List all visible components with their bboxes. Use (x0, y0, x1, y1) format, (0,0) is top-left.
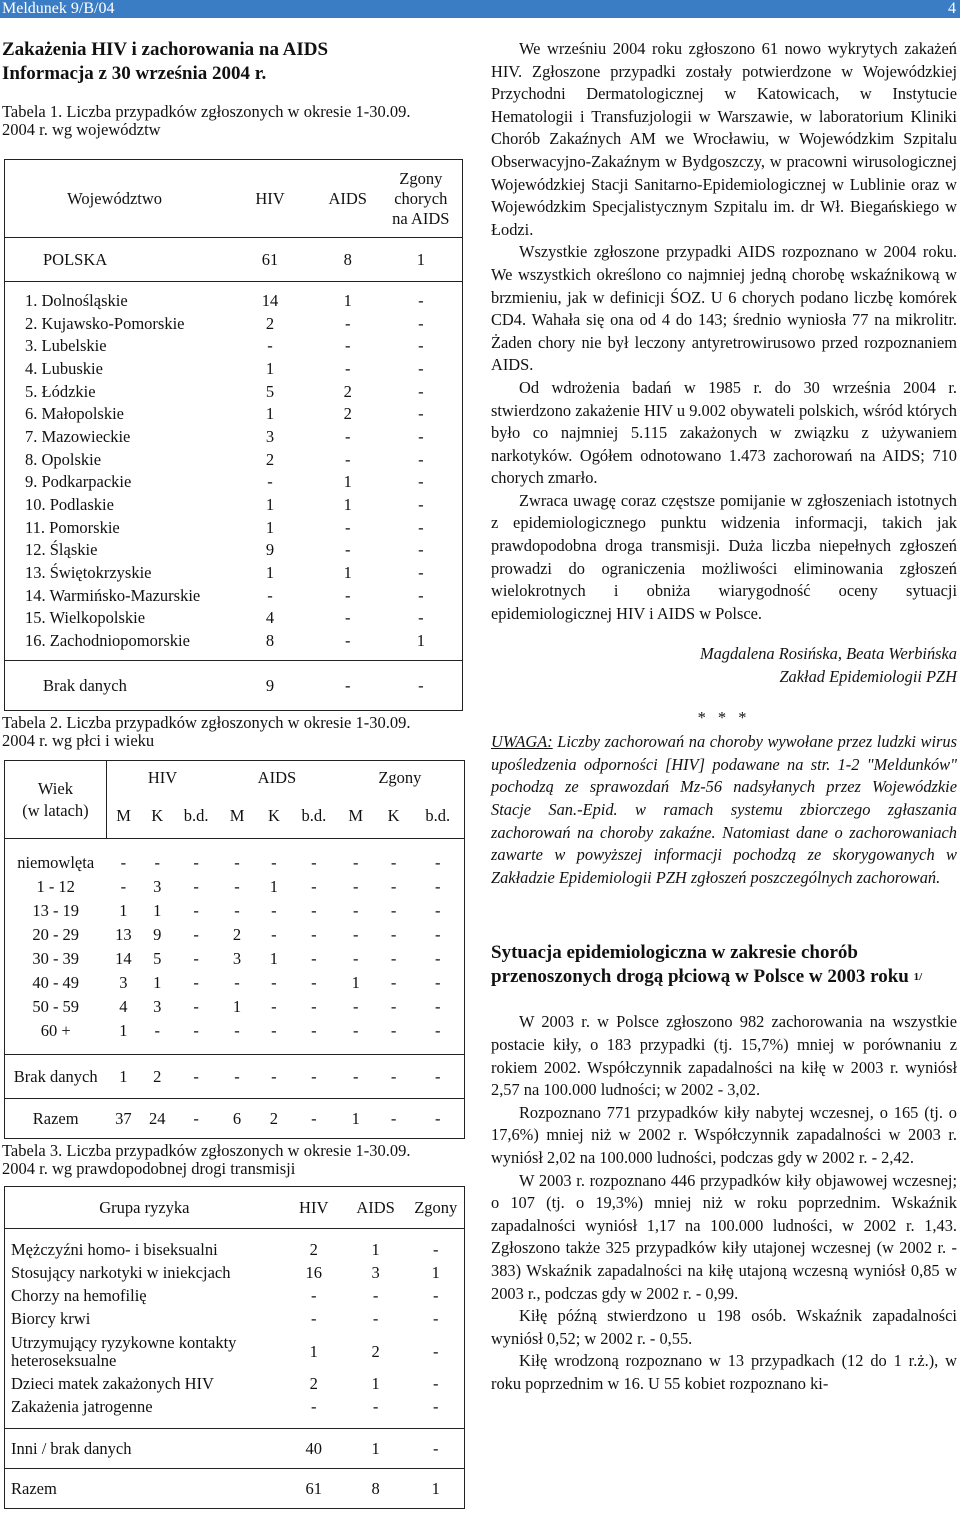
table2-group-row (5, 761, 465, 795)
table-row: 20 - 29 13 9 - 2 - - - - - (32, 924, 441, 944)
paragraph: Kiłę wrodzoną rozpoznano w 13 przypadkach (12 do 1 r.ż.), w roku poprzednim w 16. U 55 kobiet rozpoznano ki- (491, 1351, 957, 1393)
table2-nodata-row: Brak danych 1 2 - - - - - - - (5, 1055, 465, 1099)
authors: Magdalena Rosińska, Beata Werbińska (699, 644, 957, 664)
table-row: Stosujący narkotyki w iniekcjach 16 3 1 (11, 1263, 440, 1282)
table-row: 8. Opolskie 2 - - (25, 449, 424, 469)
table2-sub-row: M K b.d. M K b.d. M K b.d. (5, 795, 465, 839)
col-header-deaths: Zgony chorych na AIDS (392, 168, 450, 228)
col-header-hiv: HIV (255, 188, 285, 208)
table-row: 16. Zachodniopomorskie 8 - 1 (25, 631, 425, 651)
table3-body (5, 1229, 465, 1429)
table-row: 2. Kujawsko-Pomorskie 2 - - (25, 313, 424, 333)
table1-caption: Tabela 1. Liczba przypadków zgłoszonych w okresie 1-30.09. 2004 r. wg województw (2, 102, 411, 139)
table3-other-row: Inni / brak danych 40 1 - (5, 1429, 465, 1469)
table-row: 9. Podkarpackie - 1 - (25, 472, 424, 492)
table2-total-row: Razem 37 24 - 6 2 - 1 - - (5, 1099, 465, 1139)
table1-header-row (5, 160, 463, 238)
paragraph: Rozpoznano 771 przypadków kiły nabytej wczesnej, o 165 (tj. o 17,6%) mniej niż w 2002 r. Współczynnik zapadalności w 2003 r. wyniósł 2,02 na 100.000 ludności, podczas gdy w 2002 r. - 2,42. (491, 1102, 957, 1167)
paragraph: Wszystkie zgłoszone przypadki AIDS rozpoznano w 2004 roku. We wszystkich określono co najmniej jedną chorobę wskaźnikową w brzmieniu, jak w definicji ŚOZ. U 6 chorych podano liczbę komórek CD4. Wahała się ona od 4 do 143; średnio wyniosła 77 na mikrolitr. Żaden chory nie był leczony antyretrowirusowo przed rozpoznaniem AIDS. (491, 242, 957, 375)
table-row: 14. Warmińsko-Mazurskie - - - (25, 585, 424, 605)
col-header-voivodeship: Województwo (67, 188, 163, 208)
right-column (491, 38, 957, 1395)
table2 (4, 760, 465, 1139)
table-row: 5. Łódzkie 5 2 - (25, 381, 424, 401)
bulletin-title: Meldunek 9/B/04 (2, 0, 115, 17)
group-aids: AIDS (257, 767, 297, 787)
table-row: Mężczyźni homo- i biseksualni 2 1 - (11, 1240, 439, 1259)
table-row: 13 - 19 1 1 - - - - - - - (32, 900, 441, 920)
footnote-marker: 1/ (913, 971, 923, 984)
table-row: 6. Małopolskie 1 2 - (25, 404, 424, 424)
section-heading: Sytuacja epidemiologiczna w zakresie chorób przenoszonych drogą płciową w Polsce w 2003 roku $^{1/}$ (491, 942, 923, 988)
table-row: Zakażenia jatrogenne - - - (11, 1397, 439, 1416)
table3-total-row: Razem 61 8 1 (5, 1469, 465, 1509)
table-row: 12. Śląskie 9 - - (25, 540, 424, 560)
table1-body (5, 282, 463, 661)
table-row: Chorzy na hemofilię - - - (11, 1286, 439, 1305)
table-row: 60 + 1 - - - - - - - - (40, 1020, 441, 1040)
table-row: Dzieci matek zakażonych HIV 2 1 - (11, 1374, 439, 1393)
table-row: 15. Wielkopolskie 4 - - (25, 608, 424, 628)
table-row: 11. Pomorskie 1 - - (25, 517, 424, 537)
page-header (0, 0, 960, 18)
paragraph: W 2003 r. rozpoznano 446 przypadków kiły objawowej wczesnej; o 107 (tj. o 19,3%) mniej niż w roku poprzednim. Wskaźnik zapadalności wyniósł 1,17 na 100.000 ludności, w 2002 r. 1,43. Zgłoszono także 325 przypadków kiły utajonej wczesnej (w 2002 r. - 383) Wskaźnik zapadalności na kiłę utajoną wczesną wyniósł 0,85 w 2003 r., podczas gdy w 2002 r. - 0,99. (491, 1170, 957, 1303)
separator-stars: * * * (697, 707, 751, 727)
article-date: Informacja z 30 września 2004 r. (2, 63, 267, 84)
department: Zakład Epidemiologii PZH (779, 667, 957, 687)
paragraph: We wrześniu 2004 roku zgłoszono 61 nowo wykrytych zakażeń HIV. Zgłoszone przypadki zostały potwierdzone w Wojewódzkiej Przychodni Dermatologicznej w Katowicach, w Instytucie Hematologii i Transfuzjologii w Warszawie, w laboratorium Kliniki Chorób Zakaźnych AM we Wrocławiu, w Wojewódzkim Szpitalu Obserwacyjno-Zakaźnym w Bydgoszczy, w pracowni wirusologicznej Wojewódzkiej Stacji Sanitarno-Epidemiologicznej w Lublinie oraz w Wojewódzkim Specjalistycznym Szpitalu im. dr Wł. Biegańskiego w Łodzi. (491, 39, 957, 239)
group-hiv: HIV (147, 767, 178, 787)
table-row: 3. Lubelskie - - - (25, 336, 424, 356)
age-header: Wiek (w latach) (5, 761, 107, 839)
table-row: 30 - 39 14 5 - 3 1 - - - - (32, 948, 441, 968)
table-row: Biorcy krwi - - - (11, 1309, 439, 1328)
paragraph: Od wdrożenia badań w 1985 r. do 30 września 2004 r. stwierdzono zakażenie HIV u 9.002 obywateli polskich, wśród których było co najmniej 5.115 zakażonych w związku z używaniem narkotyków. Ogółem odnotowano 1.473 zachorowań na AIDS; 710 chorych zmarło. (491, 377, 957, 488)
table-row: 40 - 49 3 1 - - - - 1 - - (32, 972, 441, 992)
left-column (0, 38, 470, 1498)
table-row: 10. Podlaskie 1 1 - (25, 495, 424, 515)
table1-nodata-row: Brak danych 9 - - (5, 661, 463, 711)
group-deaths: Zgony (378, 767, 422, 787)
table-row: 4. Lubuskie 1 - - (25, 358, 424, 378)
paragraph: Zwraca uwagę coraz częstsze pomijanie w zgłoszeniach istotnych z epidemiologicznego punktu widzenia informacji, takich jak prawdopodobna droga transmisji. Duża liczba niepełnych zgłoszeń prowadzi do ograniczenia możliwości eliminowania zgłoszeń wielokrotnych i obniża wiarygodność oceny sytuacji epidemiologicznej HIV i AIDS w Polsce. (491, 490, 957, 623)
table-row: 50 - 59 4 3 - 1 - - - - - (32, 996, 441, 1016)
table3-header-row: Grupa ryzyka HIV AIDS Zgony (5, 1187, 465, 1229)
note-label: UWAGA: (491, 732, 553, 752)
paragraph: Kiłę późną stwierdzono u 198 osób. Wskaźnik zapadalności wyniósł 0,52; w 2002 r. - 0,55. (491, 1306, 957, 1348)
table-row: Utrzymujący ryzykowne kontakty heteroseksualne 1 2 - (11, 1332, 439, 1370)
note-text: Liczby zachorowań na choroby wywołane przez ludzki wirus upośledzenia odporności [HIV] podawane na str. 1-2 "Meldunków" pochodzą ze sprawozdań Mz-56 nadsyłanych przez Wojewódzkie Stacje San.-Epid. w ramach systemu zbiorczego zgłaszania zachorowań na choroby zakaźne. Natomiast dane o zachorowaniach zawarte w powyższej informacji pochodzą ze skorygowanych w Zakładzie Epidemiologii PZH zgłoszeń poszczególnych zachorowań. (491, 732, 957, 887)
note (491, 731, 957, 889)
table-row: 7. Mazowieckie 3 - - (25, 426, 424, 446)
table-row: 1. Dolnośląskie 14 1 - (25, 290, 424, 310)
table2-body (5, 839, 465, 1055)
paragraph: W 2003 r. w Polsce zgłoszono 982 zachorowania na wszystkie postacie kiły, o 183 przypadki (tj. 15,7%) mniej w porównaniu z rokiem 2002. Współczynnik zapadalności na kiłę w 2003 r. wyniósł 2,57 na 100.000 ludności; w 2002 - 3,02. (491, 1012, 957, 1100)
table-row: 1 - 12 - 3 - - 1 - - - - (36, 876, 441, 896)
table-row: 13. Świętokrzyskie 1 1 - (25, 563, 424, 583)
col-header-aids: AIDS (328, 188, 367, 208)
article-title: Zakażenia HIV i zachorowania na AIDS (2, 39, 329, 60)
table3 (4, 1186, 465, 1509)
table1-total-row: POLSKA 61 8 1 (5, 238, 463, 282)
table1 (4, 159, 463, 711)
table2-caption: Tabela 2. Liczba przypadków zgłoszonych w okresie 1-30.09. 2004 r. wg płci i wieku (2, 713, 411, 750)
table3-caption: Tabela 3. Liczba przypadków zgłoszonych w okresie 1-30.09. 2004 r. wg prawdopodobnej drogi transmisji (2, 1141, 411, 1178)
table-row: niemowlęta - - - - - - - - - (17, 852, 441, 872)
page-number: 4 (948, 0, 956, 17)
